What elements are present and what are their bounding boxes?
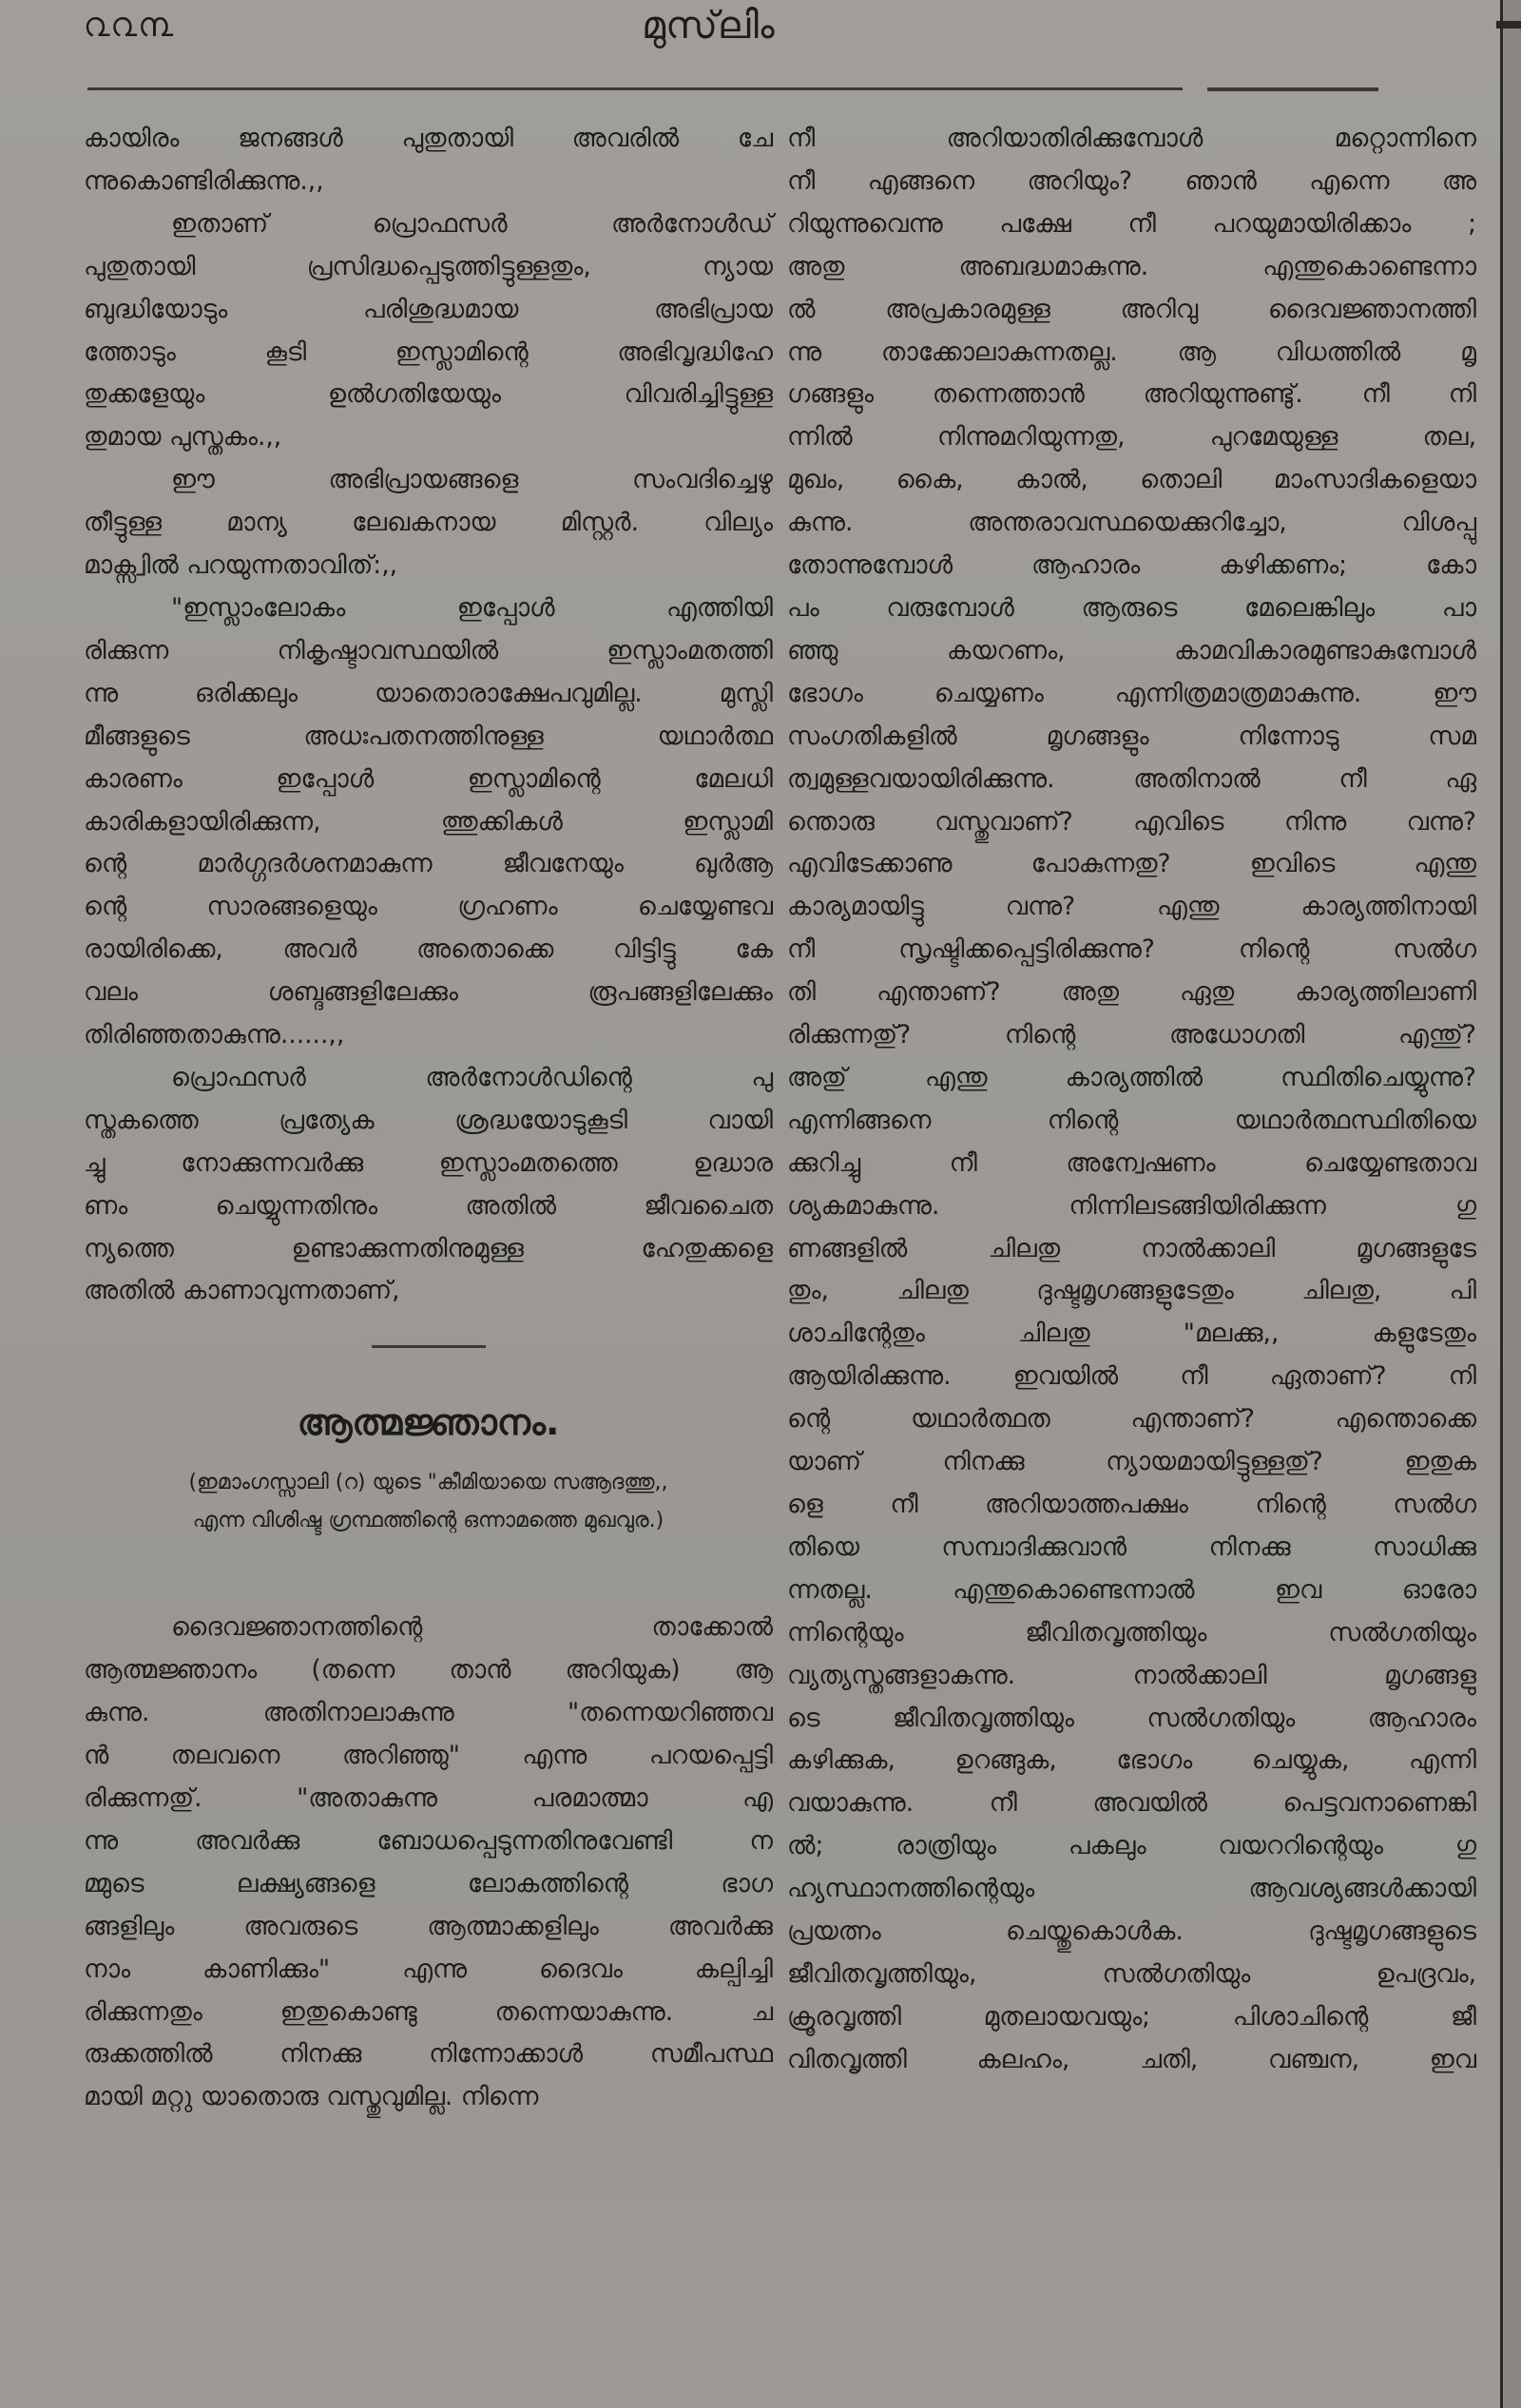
page-number: ൨൨൩: [84, 6, 175, 45]
text-line: പ്രൊഫസർ അർനോൾഡിന്റെ പു: [171, 1062, 773, 1092]
text-line: എവിടേക്കാണു പോകുന്നതു? ഇവിടെ എന്തു: [787, 849, 1476, 879]
text-line: അതു് എന്തു കാര്യത്തിൽ സ്ഥിതിചെയ്യുന്നു?: [787, 1062, 1476, 1092]
text-line: ഭോഗം ചെയ്യണം എന്നിത്രമാത്രമാകുന്നു. ഈ: [787, 678, 1476, 708]
text-line: ബുദ്ധിയോടും പരിശുദ്ധമായ അഭിപ്രായ: [84, 294, 773, 324]
text-line: പ്രയത്നം ചെയ്തുകൊൾക. ദുഷ്ടമൃഗങ്ങളുടെ: [787, 1917, 1476, 1947]
text-line: അതു അബദ്ധമാകുന്നു. എന്തുകൊണ്ടെന്നാ: [787, 251, 1476, 281]
text-line: നീ അറിയാതിരിക്കുമ്പോൾ മറ്റൊന്നിനെ: [787, 124, 1476, 153]
text-line: ക്രൂരവൃത്തി മുതലായവയും; പിശാചിന്റെ ജീ: [787, 2001, 1476, 2032]
text-line: ന്റെ സാരങ്ങളെയും ഗ്രഹണം ചെയ്യേണ്ടവ: [84, 892, 773, 922]
text-line: കാരികളായിരിക്കുന്ന, ത്തുക്കികൾ ഇസ്ലാമി: [84, 806, 773, 837]
text-line: രിക്കുന്നതു്. "അതാകുന്നു പരമാത്മാ എ: [84, 1783, 773, 1813]
text-line: ന്യത്തെ ഉണ്ടാക്കുന്നതിനുമുള്ള ഹേതുക്കളെ: [84, 1233, 773, 1263]
text-line: നീ എങ്ങനെ അറിയും? ഞാൻ എന്നെ അ: [787, 165, 1476, 196]
text-line: ന്റെ യഥാർത്ഥത എന്താണ്? എന്തൊക്കെ: [787, 1404, 1476, 1435]
text-line: ശാചിന്റേതും ചിലതു "മലക്കു,, കളുടേതും: [787, 1319, 1476, 1349]
text-line: കുന്നു. അന്തരാവസ്ഥയെക്കുറിച്ചോ, വിശപ്പു: [787, 508, 1476, 538]
subtitle-line: (ഇമാംഗസ്സാലി (റ) യുടെ "കീമിയായെ സആദത്തു,,: [188, 1471, 668, 1495]
text-line: രായിരിക്കെ, അവർ അതൊക്കെ വിട്ടിട്ടു കേ: [84, 934, 773, 965]
header-rule-short: [1207, 87, 1378, 91]
text-line: ത്തോടും കൂടി ഇസ്ലാമിന്റെ അഭിവൃദ്ധിഹേ: [84, 337, 773, 367]
text-line: തോന്നുമ്പോൾ ആഹാരം കഴിക്കണം; കോ: [787, 550, 1476, 581]
text-line: വലം ശബ്ദങ്ങളിലേക്കും രൂപങ്ങളിലേക്കും: [84, 977, 773, 1008]
text-line: കുന്നു. അതിനാലാകുന്നു "തന്നെയറിഞ്ഞവ: [84, 1698, 773, 1728]
text-line: ആയിരിക്കുന്നു. ഇവയിൽ നീ ഏതാണ്? നി: [787, 1361, 1476, 1392]
text-line: കഴിക്കുക, ഉറങ്ങുക, ഭോഗം ചെയ്യുക, എന്നി: [787, 1745, 1476, 1776]
text-line: ടെ ജീവിതവൃത്തിയും സൽഗതിയും ആഹാരം: [787, 1703, 1476, 1733]
text-line: മീങ്ങളുടെ അധഃപതനത്തിനുള്ള യഥാർത്ഥ: [84, 721, 773, 751]
text-line: ൻ തലവനെ അറിഞ്ഞു" എന്നു പറയപ്പെട്ടി: [84, 1741, 773, 1771]
text-line: തുമായ പുസ്തകം.,,: [84, 422, 282, 453]
text-line: ന്നു താക്കോലാകുന്നതല്ല. ആ വിധത്തിൽ മൃ: [787, 337, 1476, 367]
text-line: ആത്മജ്ഞാനം (തന്നെ താൻ അറിയുക) ആ: [84, 1655, 773, 1686]
text-line: തിയെ സമ്പാദിക്കുവാൻ നിനക്കു സാധിക്കു: [787, 1531, 1476, 1562]
text-line: നാം കാണിക്കും" എന്നു ദൈവം കല്പിച്ചി: [84, 1954, 773, 1984]
text-line: ഇതാണ് പ്രൊഫസർ അർനോൾഡ്: [171, 208, 773, 239]
text-line: വ്യത്യസ്തങ്ങളാകുന്നു. നാൽക്കാലി മൃഗങ്ങളു: [787, 1660, 1476, 1690]
text-line: വയാകുന്നു. നീ അവയിൽ പെട്ടവനാണെങ്കി: [787, 1788, 1476, 1819]
subtitle-line: എന്ന വിശിഷ്ട ഗ്രന്ഥത്തിന്റെ ഒന്നാമത്തെ മുഖവുര.): [192, 1509, 664, 1533]
text-line: ത്വമുള്ളവയായിരിക്കുന്നു. അതിനാൽ നീ ഏ: [787, 763, 1476, 794]
text-line: സ്തകത്തെ പ്രത്യേക ശ്രദ്ധയോടുകൂടി വായി: [84, 1105, 773, 1135]
text-line: വിതവൃത്തി കലഹം, ചതി, വഞ്ചന, ഇവ: [787, 2044, 1476, 2074]
text-line: തി എന്താണ്? അതു ഏതു കാര്യത്തിലാണി: [787, 977, 1476, 1008]
text-line: "ഇസ്ലാംലോകം ഇപ്പോൾ എത്തിയി: [171, 592, 773, 623]
text-line: ൽ; രാത്രിയും പകലും വയററിന്റെയും ഗു: [787, 1831, 1476, 1861]
text-line: ണം ചെയ്യുന്നതിനും അതിൽ ജീവചൈത: [84, 1190, 773, 1221]
text-line: റിയുന്നുവെന്നു പക്ഷേ നീ പറയുമായിരിക്കാം ;: [787, 208, 1476, 239]
text-line: ഈ അഭിപ്രായങ്ങളെ സംവദിച്ചെഴു: [171, 465, 773, 495]
text-line: യാണ് നിനക്കു ന്യായമായിട്ടുള്ളതു്? ഇതുക: [787, 1447, 1476, 1477]
binding-corner: [1496, 21, 1521, 29]
text-line: പം വരുമ്പോൾ ആരുടെ മേലെങ്കിലും പാ: [787, 592, 1476, 623]
text-line: ന്നുകൊണ്ടിരിക്കുന്നു.,,: [84, 165, 324, 196]
text-line: ന്നിൽ നിന്നുമറിയുന്നതു, പുറമേയുള്ള തല,: [787, 422, 1476, 453]
text-line: ന്നിന്റെയും ജീവിതവൃത്തിയും സൽഗതിയും: [787, 1617, 1476, 1647]
text-line: ങ്ങളിലും അവരുടെ ആത്മാക്കളിലും അവർക്കു: [84, 1911, 773, 1941]
text-line: ച്ചു നോക്കുന്നവർക്കു ഇസ്ലാംമതത്തെ ഉദ്ധാര: [84, 1147, 773, 1178]
text-line: രിക്കുന്ന നികൃഷ്ടാവസ്ഥയിൽ ഇസ്ലാംമതത്തി: [84, 635, 773, 665]
section-subtitle: [84, 1464, 773, 1540]
text-line: ന്തൊരു വസ്തുവാണ്? എവിടെ നിന്നു വന്നു?: [787, 806, 1476, 837]
text-line: രിക്കുന്നതു്? നിന്റെ അധോഗതി എന്തു്?: [787, 1020, 1476, 1050]
text-line: അതിൽ കാണാവുന്നതാണ്,: [84, 1276, 400, 1306]
article-body: [84, 1607, 773, 2119]
running-title: മുസ്‌ലിം: [642, 4, 775, 48]
text-line: മ്മുടെ ലക്ഷ്യങ്ങളെ ലോകത്തിന്റെ ഭാഗ: [84, 1868, 773, 1898]
text-line: ക്കുറിച്ചു നീ അന്വേഷണം ചെയ്യേണ്ടതാവ: [787, 1147, 1476, 1178]
text-line: തിരിഞ്ഞതാകുന്നു......,,: [84, 1020, 345, 1050]
text-line: നീ സൃഷ്ടിക്കപ്പെട്ടിരിക്കുന്നു? നിന്റെ സൽഗ: [787, 934, 1476, 965]
text-line: രുക്കത്തിൽ നിനക്കു നിന്നോക്കാൾ സമീപസ്ഥ: [84, 2039, 773, 2070]
text-line: ളെ നീ അറിയാത്തപക്ഷം നിന്റെ സൽഗ: [787, 1490, 1476, 1519]
header-rule: [87, 87, 1183, 90]
text-line: ജീവിതവൃത്തിയും, സൽഗതിയും ഉപദ്രവം,: [787, 1958, 1476, 1989]
text-line: ൽ അപ്രകാരമുള്ള അറിവു ദൈവജ്ഞാനത്തി: [787, 294, 1476, 324]
text-line: മുഖം, കൈ, കാൽ, തൊലി മാംസാദികളെയാ: [787, 465, 1476, 495]
text-line: തീട്ടുള്ള മാന്യ ലേഖകനായ മിസ്റ്റർ. വില്യം: [84, 508, 773, 538]
text-line: ന്റെ മാർഗ്ഗദർശനമാകുന്ന ജീവനേയും ഖുർആ: [84, 849, 773, 879]
text-line: ന്നതല്ല. എന്തുകൊണ്ടെന്നാൽ ഇവ ഓരോ: [787, 1574, 1476, 1605]
text-line: രിക്കുന്നതും ഇതുകൊണ്ടു തന്നെയാകുന്നു. ച: [84, 1996, 773, 2027]
right-column: [787, 118, 1476, 2082]
text-line: ന്നു അവർക്കു ബോധപ്പെടുന്നതിനുവേണ്ടി ന: [84, 1825, 773, 1856]
text-line: കാരണം ഇപ്പോൾ ഇസ്ലാമിന്റെ മേലധി: [84, 763, 773, 794]
text-line: കായിരം ജനങ്ങൾ പുതുതായി അവരിൽ ചേ: [84, 124, 773, 153]
text-line: തുക്കളേയും ഉൽഗതിയേയും വിവരിച്ചിട്ടുള്ള: [84, 379, 773, 410]
text-line: ദൈവജ്ഞാനത്തിന്റെ താക്കോൽ: [171, 1612, 773, 1643]
binding-edge: [1500, 0, 1521, 2408]
text-line: ഞ്ഞു കയറണം, കാമവികാരമുണ്ടാകുമ്പോൾ: [787, 635, 1476, 665]
text-line: ശ്യകമാകുന്നു. നിന്നിലടങ്ങിയിരിക്കുന്ന ഗു: [787, 1190, 1476, 1221]
text-line: എന്നിങ്ങനെ നിന്റെ യഥാർത്ഥസ്ഥിതിയെ: [787, 1105, 1476, 1135]
text-line: ന്നു ഒരിക്കലും യാതൊരാക്ഷേപവുമില്ല. മുസ്ലി: [84, 678, 773, 708]
text-line: ഗങ്ങളും തന്നെത്താൻ അറിയുന്നുണ്ടു്. നീ നി: [787, 379, 1476, 410]
right-paragraph: [787, 118, 1476, 2082]
text-line: ണങ്ങളിൽ ചിലതു നാൽക്കാലി മൃഗങ്ങളുടേ: [787, 1233, 1476, 1263]
text-line: മാക്സ്വിൽ പറയുന്നതാവിത്:,,: [84, 550, 398, 581]
text-line: മായി മറ്റു യാതൊരു വസ്തുവുമില്ല. നിന്നെ: [84, 2082, 539, 2112]
text-line: പുതുതായി പ്രസിദ്ധപ്പെടുത്തിട്ടുള്ളതും, ന്യായ: [84, 251, 773, 281]
text-line: സംഗതികളിൽ മൃഗങ്ങളും നിന്നോടു സമ: [787, 721, 1476, 751]
left-paragraphs: [84, 118, 773, 1313]
left-column: [84, 118, 773, 2119]
text-line: കാര്യമായിട്ടു വന്നു? എന്തു കാര്യത്തിനായി: [787, 892, 1476, 922]
page-header: [0, 0, 1500, 100]
section-title: ആത്മജ്ഞാനം.: [297, 1401, 560, 1444]
text-line: തും, ചിലതു ദുഷ്ടമൃഗങ്ങളുടേതും ചിലതു, പി: [787, 1276, 1476, 1306]
section-divider: [372, 1345, 486, 1348]
text-line: ഹ്യസ്ഥാനത്തിന്റെയും ആവശ്യങ്ങൾക്കായി: [787, 1874, 1476, 1904]
